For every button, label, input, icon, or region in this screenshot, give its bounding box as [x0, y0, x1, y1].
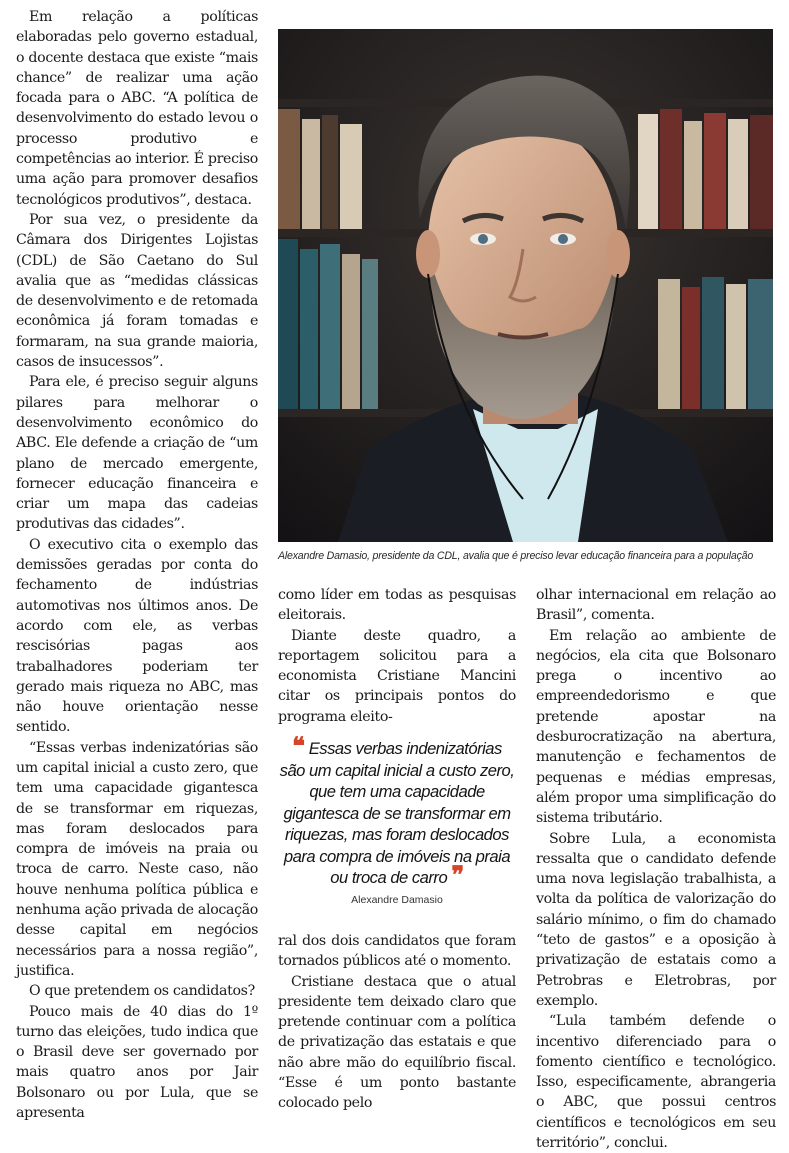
paragraph: Em relação ao ambiente de negócios, ela cita que Bolsonaro prega o incentivo ao empreendedorismo e que pretende apostar na desburocratização na abertura, manutenção e fechamentos de pequenas e médias empresas, além propor uma simplificação do sistema tributário.: [536, 627, 776, 827]
pull-quote-author: Alexandre Damasio: [351, 894, 443, 906]
paragraph: Em relação a políticas elaboradas pelo governo estadual, o docente destaca que existe “mais chance” de realizar uma ação focada para o ABC. “A política de desenvolvimento do estado levou o processo produtivo e competências ao interior. É preciso uma ação para promover desafios tecnológicos produtivos”, destaca.: [16, 9, 258, 208]
paragraph: Pouco mais de 40 dias do 1º turno das eleições, tudo indica que o Brasil deve ser governado por mais quatro anos por Jair Bolsonaro ou por Lula, que se apresenta: [16, 1003, 258, 1122]
pull-quote-text: Essas verbas indenizatórias são um capital inicial a custo zero, que tem uma capacidade gigantesca de se transformar em riquezas, mas foram deslocados para compra de imóveis na praia ou troca de carro: [279, 739, 515, 887]
paragraph: Sobre Lula, a economista ressalta que o candidato defende uma nova legislação trabalhista, a volta da política de valorização do salário mínimo, o fim do chamado “teto de gastos” e a oposição à privatização de estatais como a Petrobras e Eletrobras, por exemplo.: [536, 830, 776, 1009]
paragraph: “Lula também defende o incentivo diferenciado para o fomento científico e tecnológico. Isso, especificamente, abrangeria o ABC, que possui centros científicos e tecnológicos em seu território”, conclui.: [536, 1013, 776, 1152]
paragraph: como líder em todas as pesquisas eleitorais.: [278, 587, 516, 624]
article-column-left: [16, 7, 258, 1123]
open-quote-icon: ❝: [292, 731, 305, 760]
article-column-right: [536, 585, 776, 1153]
paragraph: Cristiane destaca que o atual presidente tem deixado claro que pretende continuar com a política de privatização das estatais e que não abre mão do equilíbrio fiscal. “Esse é um ponto bastante colocado pelo: [278, 973, 516, 1112]
portrait-photo: [278, 29, 773, 542]
close-quote-icon: ❞: [451, 860, 464, 889]
paragraph: O executivo cita o exemplo das demissões geradas por conta do fechamento de indústrias automotivas nos últimos anos. De acordo com ele, as verbas rescisórias pagas aos trabalhadores poderiam ter gerado mais riqueza no ABC, mas não houve orientação nesse sentido.: [16, 536, 258, 736]
article-column-middle-bottom: [278, 931, 516, 1114]
paragraph: Diante deste quadro, a reportagem solicitou para a economista Cristiane Mancini citar os principais pontos do programa eleito-: [278, 627, 516, 725]
portrait-illustration: [278, 29, 773, 542]
paragraph: Para ele, é preciso seguir alguns pilares para melhorar o desenvolvimento econômico do ABC. Ele defende a criação de “um plano de mercado emergente, fornecer educação financeira e criar um mapa das cadeias produtivas das cidades”.: [16, 374, 258, 533]
paragraph: Por sua vez, o presidente da Câmara dos Dirigentes Lojistas (CDL) de São Caetano do Sul avalia que as “medidas clássicas de desenvolvimento e de retomada econômica já foram tomadas e formaram, na sua grande maioria, casos de insucessos”.: [16, 211, 258, 371]
paragraph: “Essas verbas indenizatórias são um capital inicial a custo zero, que tem uma capacidade gigantesca de se transformar em riquezas, mas foram deslocados para compra de imóveis na praia ou troca de carro. Neste caso, não houve nenhuma política pública e nenhuma ação privada de alocação desse capital em negócios necessários para a nossa região”, justifica.: [16, 739, 258, 979]
photo-caption: Alexandre Damasio, presidente da CDL, avalia que é preciso levar educação financeira para a população: [278, 550, 754, 562]
paragraph: ral dos dois candidatos que foram tornados públicos até o momento.: [278, 933, 516, 970]
article-column-middle-top: [278, 585, 516, 727]
subheading: O que pretendem os candidatos?: [29, 983, 255, 1000]
pull-quote: [278, 731, 516, 889]
paragraph: olhar internacional em relação ao Brasil”, comenta.: [536, 587, 776, 624]
